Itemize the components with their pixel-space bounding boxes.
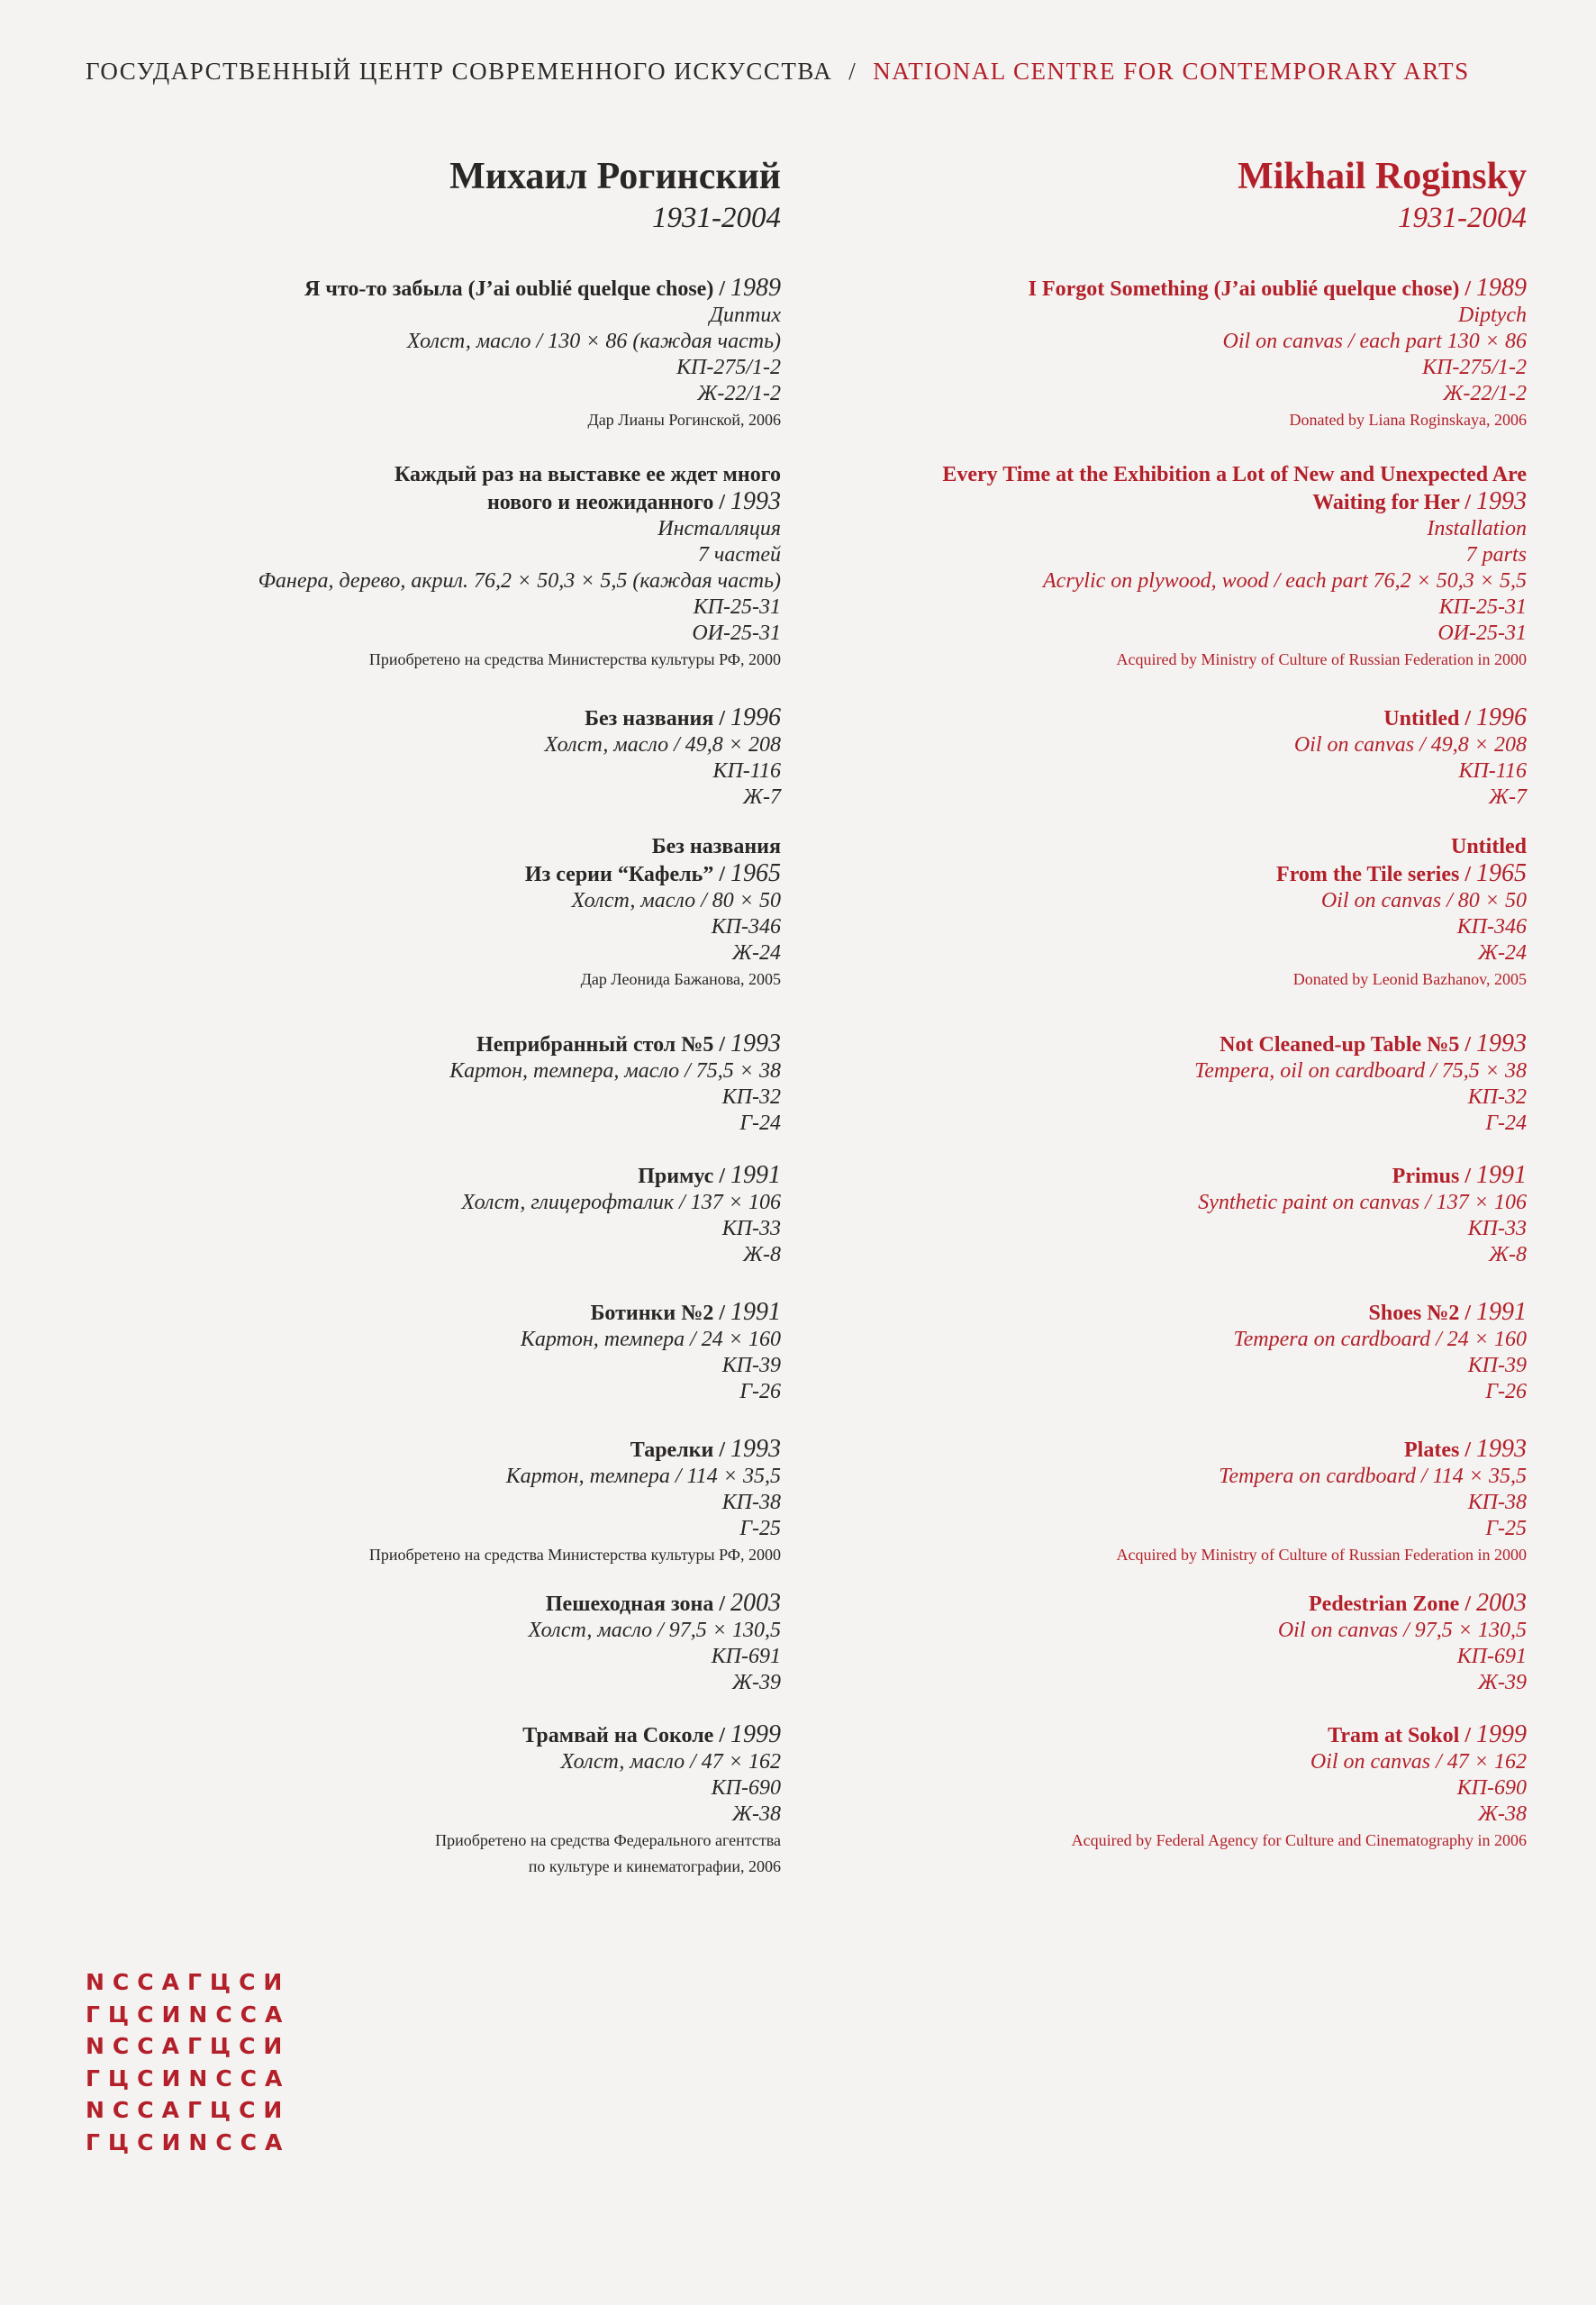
artwork-detail: Ж-22/1-2 <box>1443 382 1527 405</box>
artwork-detail: КП-275/1-2 <box>1422 356 1527 379</box>
artwork-title-text: Pedestrian Zone / <box>1309 1593 1471 1616</box>
artwork-title-line-2 <box>96 860 781 888</box>
artwork-detail: Tempera on cardboard / 24 × 160 <box>1233 1328 1527 1351</box>
artwork-title-text: Every Time at the Exhibition a Lot of New and Unexpected Are <box>942 463 1527 486</box>
artwork-title-text: Примус / <box>638 1165 725 1188</box>
artwork-year: 1991 <box>1476 1161 1527 1189</box>
artwork-detail: Холст, масло / 97,5 × 130,5 <box>528 1619 781 1642</box>
artwork-year: 1993 <box>1476 1435 1527 1463</box>
artwork-title <box>815 1030 1527 1058</box>
artwork-detail: КП-38 <box>721 1491 781 1514</box>
artwork-detail: Г-25 <box>1485 1517 1527 1540</box>
artwork-detail: КП-116 <box>1458 759 1527 783</box>
artwork-entry <box>815 833 1527 993</box>
artwork-detail: КП-691 <box>711 1645 781 1668</box>
artwork-title <box>96 461 781 488</box>
artwork-detail: Ж-24 <box>1478 941 1527 965</box>
artwork-detail: Ж-38 <box>1478 1802 1527 1826</box>
artwork-title <box>96 275 781 303</box>
artwork-detail: Диптих <box>709 304 781 327</box>
artwork-detail: КП-25-31 <box>693 595 781 619</box>
artwork-detail: Ж-22/1-2 <box>697 382 781 405</box>
artwork-title-text: Waiting for Her / <box>1312 491 1471 514</box>
artwork-detail: КП-275/1-2 <box>676 356 781 379</box>
artwork-title <box>96 704 781 732</box>
artwork-detail: КП-33 <box>1467 1217 1527 1240</box>
artwork-entry <box>96 1299 781 1405</box>
artwork-detail: Oil on canvas / each part 130 × 86 <box>1222 330 1527 353</box>
logo-line: ГЦСИNCCA <box>86 2065 291 2092</box>
artwork-detail: 7 частей <box>697 543 781 567</box>
artwork-year: 1991 <box>1476 1298 1527 1326</box>
artwork-entry <box>815 275 1527 433</box>
artwork-detail: Ж-8 <box>1489 1243 1527 1266</box>
artwork-title-text: Not Cleaned-up Table №5 / <box>1220 1033 1471 1057</box>
artwork-detail: Acrylic on plywood, wood / each part 76,2 × 50,3 × 5,5 <box>1043 569 1527 593</box>
artwork-provenance: по культуре и кинематографии, 2006 <box>528 1857 781 1875</box>
artwork-title <box>815 1436 1527 1464</box>
artwork-title <box>96 833 781 860</box>
artwork-title <box>815 275 1527 303</box>
artwork-detail: Фанера, дерево, акрил. 76,2 × 50,3 × 5,5 (каждая часть) <box>258 569 781 593</box>
artwork-title-text: From the Tile series / <box>1276 863 1471 886</box>
artwork-year: 1993 <box>730 487 781 515</box>
header-russian: ГОСУДАРСТВЕННЫЙ ЦЕНТР СОВРЕМЕННОГО ИСКУССТВА <box>86 58 833 85</box>
artwork-title-text: Primus / <box>1392 1165 1471 1188</box>
author-name-ru: Михаил Рогинский <box>449 156 781 197</box>
artwork-entry <box>96 461 781 673</box>
artwork-entry <box>96 1590 781 1696</box>
artwork-detail: Картон, темпера / 24 × 160 <box>520 1328 781 1351</box>
artwork-year: 1989 <box>730 274 781 302</box>
artwork-entry <box>96 1030 781 1137</box>
artwork-detail: КП-32 <box>1467 1085 1527 1109</box>
artwork-year: 1999 <box>730 1720 781 1748</box>
artwork-entry <box>815 1299 1527 1405</box>
artwork-detail: Ж-24 <box>732 941 781 965</box>
artwork-title-line-2 <box>815 860 1527 888</box>
artwork-title-line-2 <box>96 488 781 516</box>
artwork-provenance: Приобретено на средства Федерального агентства <box>435 1831 781 1849</box>
artwork-entry <box>96 704 781 811</box>
artwork-title-text: Untitled <box>1451 835 1527 858</box>
artwork-year: 1996 <box>730 703 781 731</box>
artwork-provenance: Приобретено на средства Министерства культуры РФ, 2000 <box>368 650 781 668</box>
artwork-title <box>96 1299 781 1327</box>
artwork-detail: КП-25-31 <box>1438 595 1527 619</box>
artwork-detail: Г-25 <box>739 1517 781 1540</box>
artwork-detail: КП-690 <box>1456 1776 1527 1800</box>
artwork-title-text: Каждый раз на выставке ее ждет много <box>394 463 781 486</box>
artwork-detail: Инсталляция <box>657 517 781 540</box>
artwork-provenance: Дар Лианы Рогинской, 2006 <box>587 411 781 429</box>
artwork-provenance: Дар Леонида Бажанова, 2005 <box>580 970 781 988</box>
artwork-detail: Г-26 <box>1485 1380 1527 1403</box>
artwork-title-text: Без названия <box>651 835 781 858</box>
logo-line: NCCAГЦСИ <box>86 2033 291 2059</box>
artwork-title <box>96 1030 781 1058</box>
artwork-title-text: Plates / <box>1404 1438 1471 1462</box>
artwork-entry <box>815 1721 1527 1854</box>
artwork-detail: Diptych <box>1458 304 1527 327</box>
artwork-title <box>96 1721 781 1749</box>
artwork-entry <box>815 1590 1527 1696</box>
artwork-detail: Холст, масло / 130 × 86 (каждая часть) <box>406 330 781 353</box>
logo-line: ГЦСИNCCA <box>86 2128 291 2155</box>
artwork-detail: Ж-8 <box>743 1243 781 1266</box>
artwork-entry <box>815 1030 1527 1137</box>
artwork-year: 1991 <box>730 1298 781 1326</box>
artwork-year: 1993 <box>730 1030 781 1057</box>
artwork-detail: Ж-38 <box>732 1802 781 1826</box>
artwork-detail: КП-32 <box>721 1085 781 1109</box>
logo-line: NCCAГЦСИ <box>86 1969 291 1995</box>
artwork-year: 2003 <box>730 1589 781 1617</box>
artwork-title-line-2 <box>815 488 1527 516</box>
artwork-detail: Г-24 <box>739 1112 781 1135</box>
logo-line: ГЦСИNCCA <box>86 2001 291 2028</box>
artwork-detail: Oil on canvas / 80 × 50 <box>1320 889 1527 912</box>
artwork-provenance: Donated by Liana Roginskaya, 2006 <box>1289 411 1527 429</box>
author-years-en: 1931-2004 <box>1398 202 1527 234</box>
artwork-provenance: Приобретено на средства Министерства культуры РФ, 2000 <box>368 1546 781 1564</box>
header-separator: / <box>848 58 857 85</box>
artwork-entry <box>815 461 1527 673</box>
artwork-title-text: Неприбранный стол №5 / <box>476 1033 725 1057</box>
artwork-entry <box>96 1162 781 1268</box>
artwork-title <box>96 1162 781 1190</box>
artwork-year: 1993 <box>1476 1030 1527 1057</box>
artwork-detail: Холст, масло / 47 × 162 <box>560 1750 781 1774</box>
artwork-title <box>96 1436 781 1464</box>
artwork-year: 1965 <box>730 859 781 887</box>
artwork-detail: 7 parts <box>1465 543 1527 567</box>
artwork-title-text: Трамвай на Соколе / <box>522 1724 725 1747</box>
logo-line: NCCAГЦСИ <box>86 2097 291 2123</box>
artwork-entry <box>815 1436 1527 1568</box>
artwork-detail: Tempera on cardboard / 114 × 35,5 <box>1219 1465 1527 1488</box>
artwork-detail: Installation <box>1427 517 1527 540</box>
artwork-detail: Synthetic paint on canvas / 137 × 106 <box>1198 1191 1527 1214</box>
artwork-detail: Oil on canvas / 97,5 × 130,5 <box>1277 1619 1527 1642</box>
artwork-detail: КП-38 <box>1467 1491 1527 1514</box>
artwork-year: 1991 <box>730 1161 781 1189</box>
english-column <box>815 153 1527 1849</box>
artwork-detail: КП-346 <box>1456 915 1527 939</box>
artwork-title-text: нового и неожиданного / <box>486 491 725 514</box>
artwork-provenance: Acquired by Ministry of Culture of Russian Federation in 2000 <box>1116 650 1527 668</box>
artwork-detail: Tempera, oil on cardboard / 75,5 × 38 <box>1194 1059 1527 1083</box>
artwork-title-text: Без названия / <box>585 707 725 731</box>
artwork-detail: Г-24 <box>1485 1112 1527 1135</box>
artwork-title-text: Из серии “Кафель” / <box>524 863 725 886</box>
ncca-logo <box>86 1966 290 2158</box>
artwork-year: 1993 <box>1476 487 1527 515</box>
author-name-en: Mikhail Roginsky <box>1238 156 1527 197</box>
artwork-title-text: Тарелки / <box>630 1438 725 1462</box>
artwork-year: 1965 <box>1476 859 1527 887</box>
artwork-detail: Холст, глицерофталик / 137 × 106 <box>461 1191 781 1214</box>
artwork-detail: Oil on canvas / 47 × 162 <box>1310 1750 1527 1774</box>
header-english: NATIONAL CENTRE FOR CONTEMPORARY ARTS <box>873 58 1470 85</box>
artwork-title <box>815 1162 1527 1190</box>
artwork-entry <box>96 275 781 433</box>
artwork-entry <box>96 1436 781 1568</box>
artwork-provenance: Acquired by Ministry of Culture of Russian Federation in 2000 <box>1116 1546 1527 1564</box>
artwork-detail: КП-39 <box>1467 1354 1527 1377</box>
artwork-detail: Ж-7 <box>743 785 781 809</box>
artwork-title <box>815 461 1527 488</box>
artwork-title <box>815 704 1527 732</box>
artwork-title-text: Пешеходная зона / <box>545 1593 725 1616</box>
russian-column <box>96 153 781 1875</box>
artwork-entry <box>96 1721 781 1880</box>
artwork-provenance: Acquired by Federal Agency for Culture and Cinematography in 2006 <box>1071 1831 1527 1849</box>
artwork-detail: Картон, темпера / 114 × 35,5 <box>505 1465 781 1488</box>
artwork-title <box>815 1299 1527 1327</box>
artwork-year: 1993 <box>730 1435 781 1463</box>
artwork-title <box>815 1590 1527 1618</box>
artwork-title <box>815 1721 1527 1749</box>
artwork-year: 1996 <box>1476 703 1527 731</box>
artwork-detail: Ж-39 <box>1478 1671 1527 1694</box>
page-header <box>86 58 1527 86</box>
artwork-year: 2003 <box>1476 1589 1527 1617</box>
artwork-detail: Холст, масло / 80 × 50 <box>571 889 781 912</box>
artwork-title-text: Я что-то забыла (J’ai oublié quelque chose) / <box>304 277 725 301</box>
artwork-entry <box>96 833 781 993</box>
artwork-detail: КП-691 <box>1456 1645 1527 1668</box>
artwork-detail: КП-116 <box>712 759 781 783</box>
artwork-title <box>815 833 1527 860</box>
artwork-detail: КП-690 <box>711 1776 781 1800</box>
artwork-title-text: Shoes №2 / <box>1368 1302 1471 1325</box>
artwork-detail: КП-346 <box>711 915 781 939</box>
artwork-detail: Г-26 <box>739 1380 781 1403</box>
artwork-detail: КП-39 <box>721 1354 781 1377</box>
artwork-detail: ОИ-25-31 <box>1437 622 1527 645</box>
artwork-title-text: Ботинки №2 / <box>590 1302 725 1325</box>
artwork-detail: КП-33 <box>721 1217 781 1240</box>
artwork-detail: ОИ-25-31 <box>692 622 781 645</box>
artwork-title-text: I Forgot Something (J’ai oublié quelque chose) / <box>1028 277 1471 301</box>
artwork-detail: Холст, масло / 49,8 × 208 <box>544 733 781 757</box>
author-years-ru: 1931-2004 <box>652 202 781 234</box>
artwork-title-text: Untitled / <box>1383 707 1471 731</box>
artwork-year: 1999 <box>1476 1720 1527 1748</box>
artwork-detail: Ж-39 <box>732 1671 781 1694</box>
artwork-year: 1989 <box>1476 274 1527 302</box>
artwork-detail: Картон, темпера, масло / 75,5 × 38 <box>449 1059 781 1083</box>
artwork-title <box>96 1590 781 1618</box>
artwork-detail: Oil on canvas / 49,8 × 208 <box>1293 733 1527 757</box>
artwork-provenance: Donated by Leonid Bazhanov, 2005 <box>1292 970 1527 988</box>
artwork-entry <box>815 704 1527 811</box>
artwork-title-text: Tram at Sokol / <box>1328 1724 1471 1747</box>
artwork-detail: Ж-7 <box>1489 785 1527 809</box>
artwork-entry <box>815 1162 1527 1268</box>
